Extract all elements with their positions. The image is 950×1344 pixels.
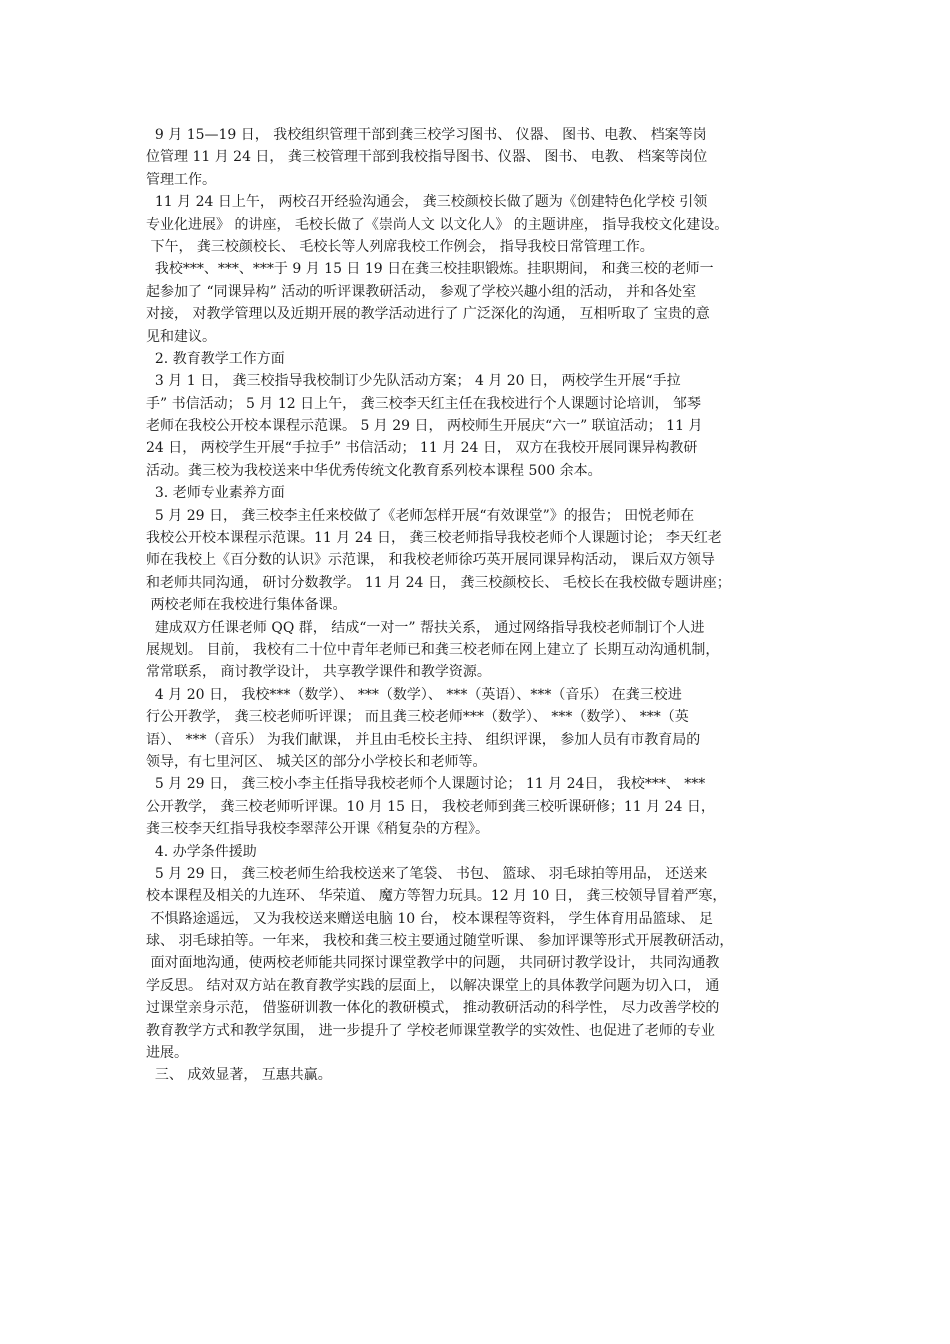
text-line: 对接， 对教学管理以及近期开展的教学活动进行了 广泛深化的沟通， 互相听取了 宝贵的意 bbox=[146, 306, 710, 323]
text-line: 公开教学， 龚三校老师听评课。10 月 15 日， 我校老师到龚三校听课研修；11 月 24 日， bbox=[146, 798, 715, 815]
text-line: 校本课程及相关的九连环、 华荣道、 魔方等智力玩具。12 月 10 日， 龚三校领导冒着严寒， bbox=[146, 888, 727, 905]
text-line: 常常联系， 商讨教学设计， 共享教学课件和教学资源。 bbox=[146, 664, 491, 681]
text-line: 4 月 20 日， 我校***（数学）、 ***（数学）、 ***（英语）、***（音乐） 在龚三校进 bbox=[146, 686, 682, 703]
text-line: 两校老师在我校进行集体备课。 bbox=[146, 597, 347, 614]
text-line: 9 月 15—19 日， 我校组织管理干部到龚三校学习图书、 仪器、 图书、电教、 档案等岗 bbox=[146, 127, 707, 143]
text-line: 活动。龚三校为我校送来中华优秀传统文化教育系列校本课程 500 余本。 bbox=[146, 462, 602, 479]
text-line: 语）、 ***（音乐） 为我们献课， 并且由毛校长主持、 组织评课， 参加人员有市教育局的 bbox=[146, 731, 701, 748]
text-line: 3 月 1 日， 龚三校指导我校制订少先队活动方案； 4 月 20 日， 两校学生开展“手拉 bbox=[146, 373, 681, 390]
text-line: 24 日， 两校学生开展“手拉手” 书信活动； 11 月 24 日， 双方在我校开展同课异构教研 bbox=[146, 440, 698, 457]
text-line: 5 月 29 日， 龚三校老师生给我校送来了笔袋、 书包、 篮球、 羽毛球拍等用品， 还送来 bbox=[146, 865, 708, 882]
text-line: 龚三校李天红指导我校李翠萍公开课《稍复杂的方程》。 bbox=[146, 821, 489, 838]
text-line: 起参加了 “同课异构” 活动的听评课教研活动， 参观了学校兴趣小组的活动， 并和各处室 bbox=[146, 283, 697, 300]
section-heading: 三、 成效显著， 互惠共赢。 bbox=[146, 1067, 332, 1084]
document-body bbox=[146, 124, 818, 1087]
text-line: 我校***、***、***于 9 月 15 日 19 日在龚三校挂职锻炼。挂职期间， 和龚三校的老师一 bbox=[146, 261, 714, 278]
text-line: 我校公开校本课程示范课。11 月 24 日， 龚三校老师指导我校老师个人课题讨论； 李天红老 bbox=[146, 530, 722, 547]
text-line: 面对面地沟通，使两校老师能共同探讨课堂教学中的问题， 共同研讨教学设计， 共同沟通教 bbox=[146, 955, 720, 972]
text-line: 行公开教学， 龚三校老师听评课； 而且龚三校老师***（数学）、 ***（数学）、 ***（英 bbox=[146, 709, 689, 726]
text-line: 进展。 bbox=[146, 1045, 188, 1062]
text-line: 教育教学方式和教学氛围， 进一步提升了 学校老师课堂教学的实效性、也促进了老师的专业 bbox=[146, 1022, 715, 1039]
text-line: 和老师共同沟通， 研讨分数教学。 11 月 24 日， 龚三校颜校长、 毛校长在我校做专题讲座； bbox=[146, 574, 731, 591]
section-heading: 4. 办学条件援助 bbox=[146, 843, 257, 860]
text-line: 不惧路途遥远， 又为我校送来赠送电脑 10 台， 校本课程等资料， 学生体育用品篮球、 足 bbox=[146, 910, 713, 927]
text-line: 5 月 29 日， 龚三校小李主任指导我校老师个人课题讨论； 11 月 24日， 我校***、 *** bbox=[146, 776, 706, 793]
text-line: 下午， 龚三校颜校长、 毛校长等人列席我校工作例会， 指导我校日常管理工作。 bbox=[146, 238, 654, 255]
text-line: 专业化进展》 的讲座， 毛校长做了《崇尚人文 以文化人》 的主题讲座， 指导我校文化建设。 bbox=[146, 216, 729, 233]
text-line: 位管理 11 月 24 日， 龚三校管理干部到我校指导图书、仪器、 图书、 电教、 档案等岗位 bbox=[146, 149, 708, 166]
text-line: 手” 书信活动； 5 月 12 日上午， 龚三校李天红主任在我校进行个人课题讨论培训， 邹琴 bbox=[146, 395, 702, 412]
text-line: 师在我校上《百分数的认识》示范课， 和我校老师徐巧英开展同课异构活动， 课后双方领导 bbox=[146, 552, 715, 569]
text-line: 建成双方任课老师 QQ 群， 结成“一对一” 帮扶关系， 通过网络指导我校老师制订个人进 bbox=[146, 619, 705, 636]
text-line: 老师在我校公开校本课程示范课。 5 月 29 日， 两校师生开展庆“六一” 联谊活动； 11 月 bbox=[146, 418, 703, 435]
section-heading: 3. 老师专业素养方面 bbox=[146, 485, 285, 502]
text-line: 球、 羽毛球拍等。一年来， 我校和龚三校主要通过随堂听课、 参加评课等形式开展教研活动， bbox=[146, 933, 734, 950]
text-line: 过课堂亲身示范， 借鉴研训教一体化的教研模式， 推动教研活动的科学性， 尽力改善学校的 bbox=[146, 1000, 720, 1017]
text-line: 管理工作。 bbox=[146, 171, 216, 188]
text-line: 11 月 24 日上午， 两校召开经验沟通会， 龚三校颜校长做了题为《创建特色化学校 引领 bbox=[146, 194, 708, 211]
text-line: 5 月 29 日， 龚三校李主任来校做了《老师怎样开展“有效课堂”》的报告； 田悦老师在 bbox=[146, 507, 695, 524]
section-heading: 2. 教育教学工作方面 bbox=[146, 350, 285, 367]
text-line: 见和建议。 bbox=[146, 328, 216, 345]
text-line: 展规划。 目前， 我校有二十位中青年老师已和龚三校老师在网上建立了 长期互动沟通机制， bbox=[146, 641, 720, 658]
text-line: 学反思。 结对双方站在教育教学实践的层面上， 以解决课堂上的具体教学问题为切入口， 通 bbox=[146, 977, 720, 994]
text-line: 领导，有七里河区、 城关区的部分小学校长和老师等。 bbox=[146, 753, 487, 770]
